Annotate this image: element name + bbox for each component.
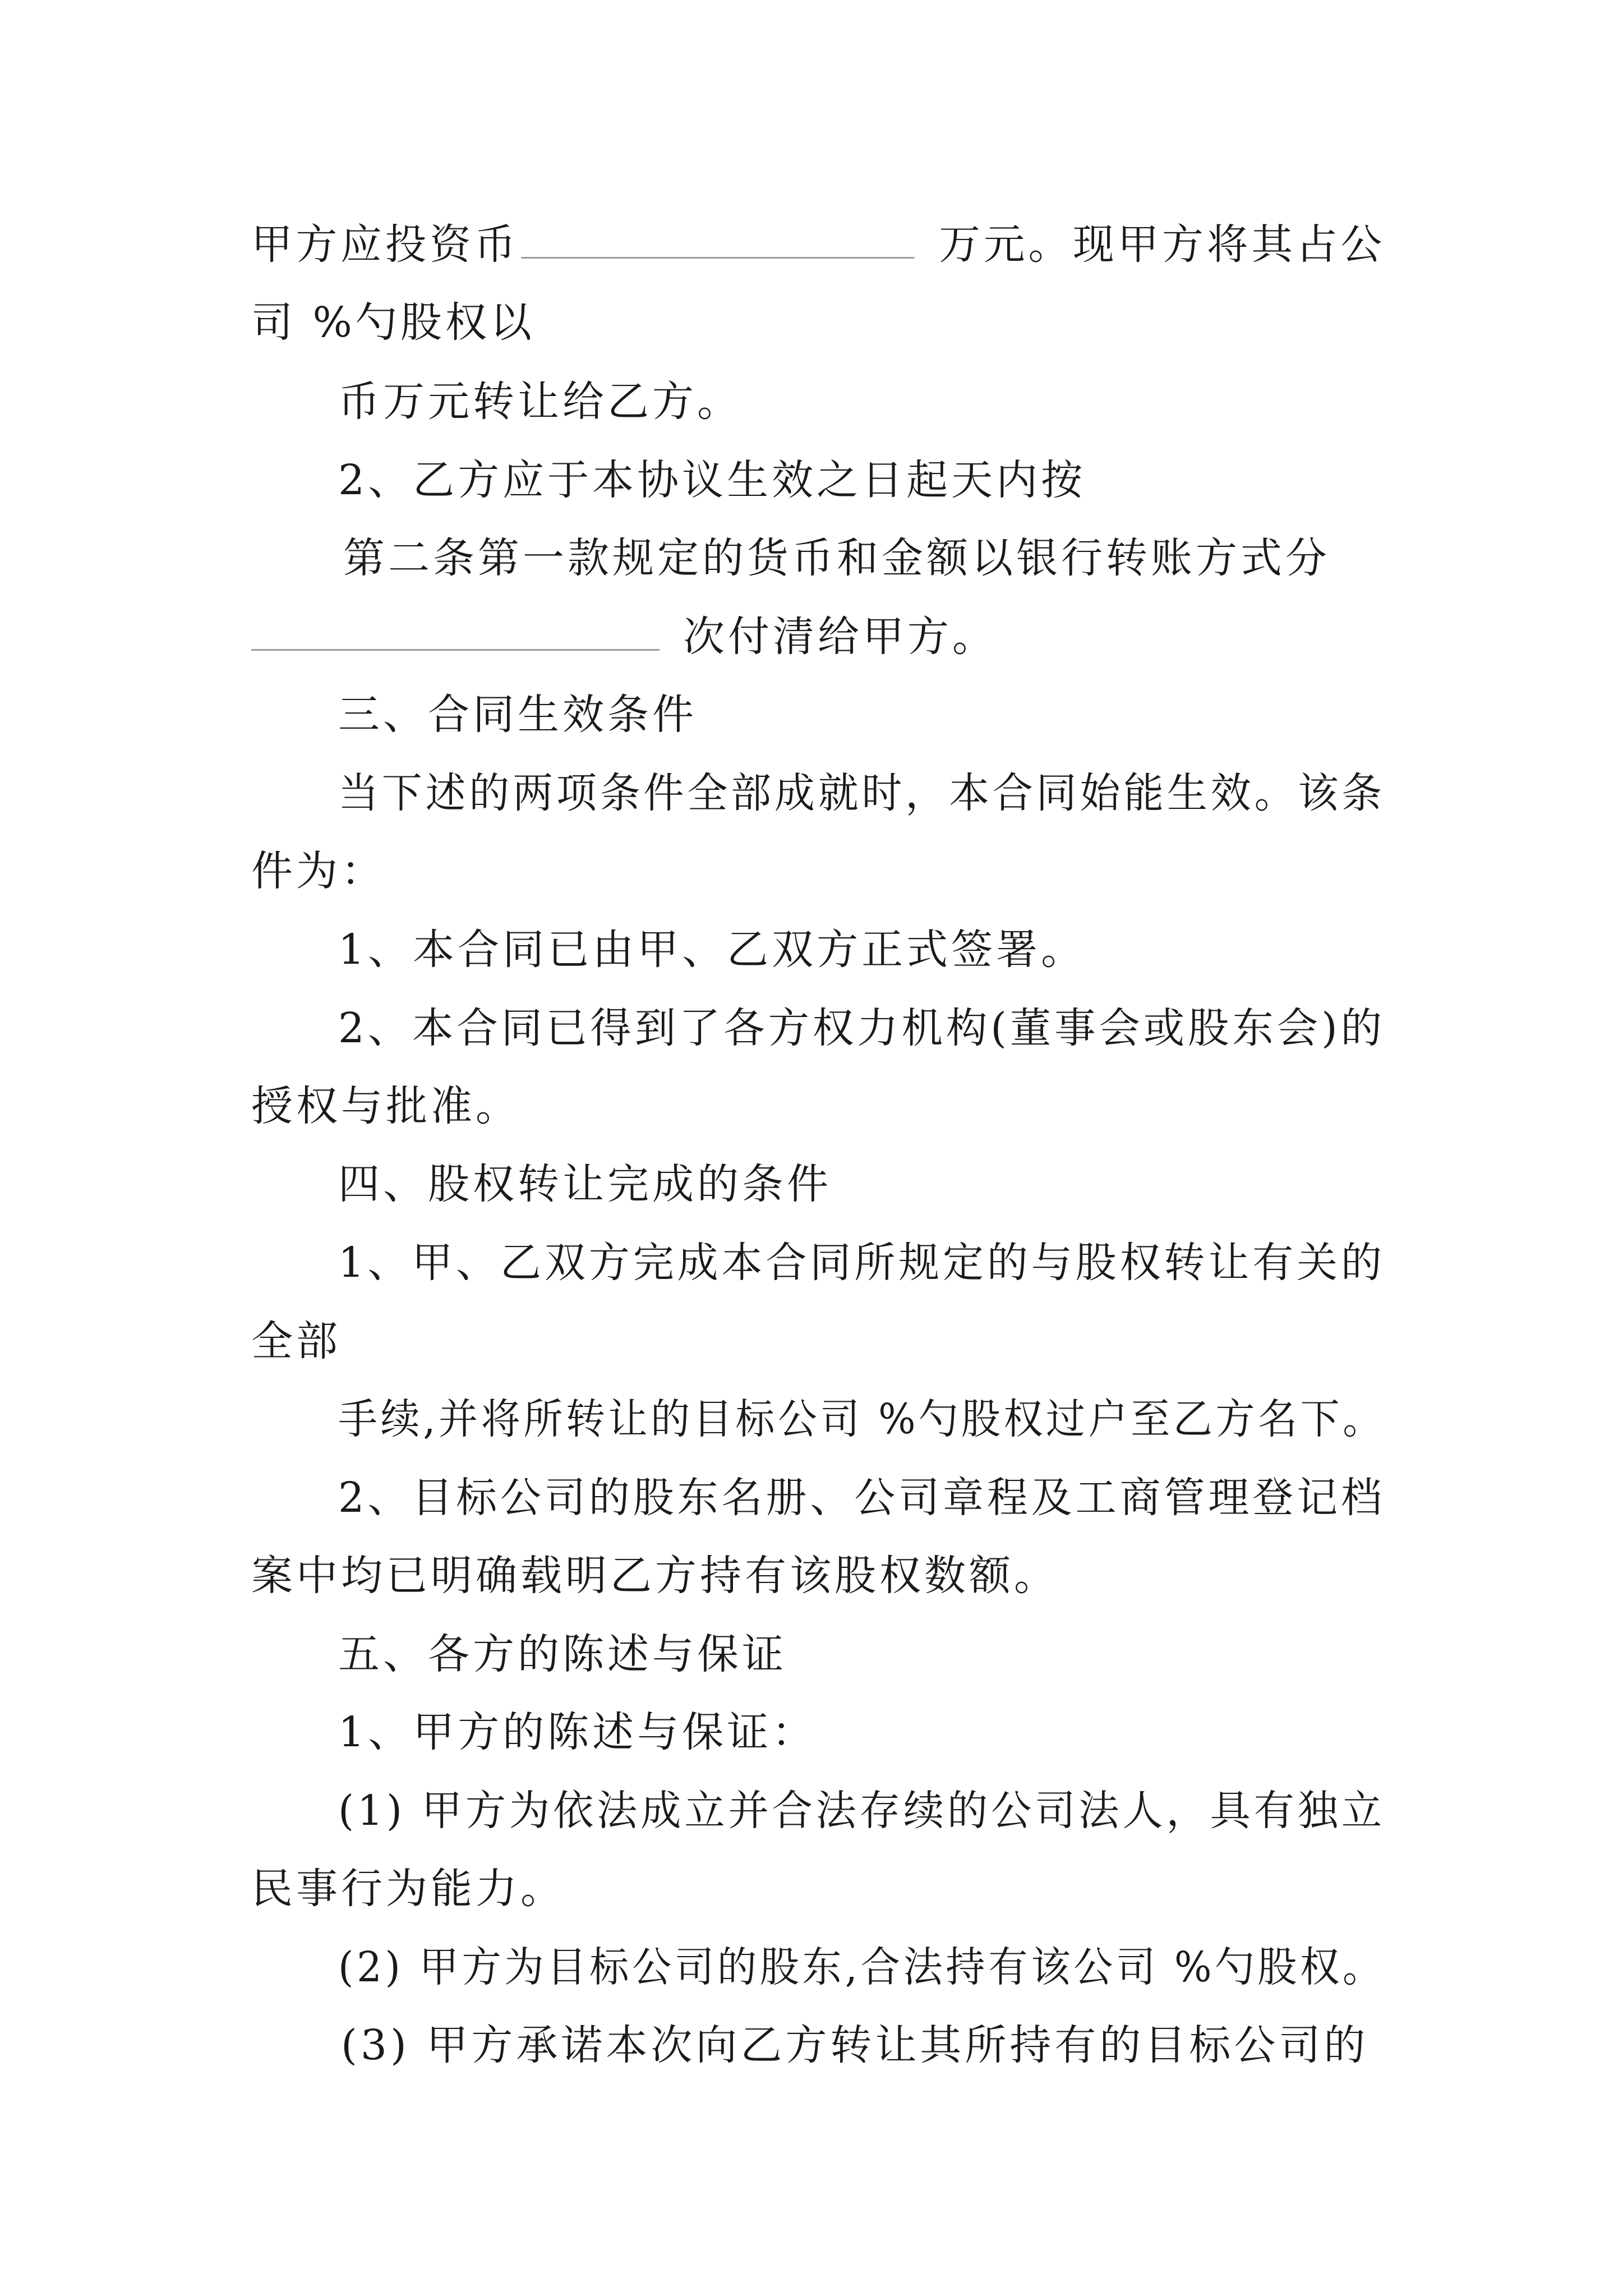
text-segment: 1、本合同已由甲、乙双方正式签署。 bbox=[338, 926, 1086, 974]
section-heading bbox=[338, 1156, 832, 1212]
text-segment: (2) 甲方为目标公司的股东,合法持有该公司 %勺股权。 bbox=[338, 1943, 1385, 1991]
paragraph-line bbox=[338, 765, 1385, 821]
fill-in-blank bbox=[521, 218, 914, 259]
paragraph-line bbox=[338, 1391, 1385, 1447]
text-segment: 次付清给甲方。 bbox=[683, 613, 997, 661]
paragraph-line bbox=[338, 1000, 1385, 1056]
paragraph-line bbox=[338, 452, 1086, 508]
paragraph-line bbox=[338, 374, 742, 430]
paragraph-line bbox=[341, 2017, 1368, 2073]
text-segment: 四、股权转让完成的条件 bbox=[338, 1160, 832, 1208]
section-heading bbox=[338, 687, 697, 743]
text-segment: 2、目标公司的股东名册、公司章程及工商管理登记档 bbox=[338, 1474, 1385, 1522]
paragraph-line bbox=[251, 843, 386, 899]
text-segment: 2、本合同已得到了各方权力机构(董事会或股东会)的 bbox=[338, 1004, 1386, 1052]
text-segment: 1、甲、乙双方完成本合同所规定的与股权转让有关的 bbox=[338, 1239, 1385, 1287]
text-segment: 件为： bbox=[251, 847, 386, 895]
paragraph-line bbox=[251, 217, 1385, 273]
text-segment: 民事行为能力。 bbox=[251, 1865, 565, 1913]
text-segment: 全部 bbox=[251, 1317, 341, 1365]
text-segment: 万元。现甲方将其占公 bbox=[939, 220, 1386, 269]
text-segment: 第二条第一款规定的货币和金额以银行转账方式分 bbox=[343, 534, 1330, 582]
text-segment: 币万元转让给乙方。 bbox=[338, 378, 742, 426]
text-segment: 手续,并将所转让的目标公司 %勺股权过户至乙方名下。 bbox=[338, 1395, 1385, 1443]
paragraph-line bbox=[338, 1470, 1385, 1526]
paragraph-line bbox=[251, 1313, 341, 1369]
paragraph-line bbox=[251, 609, 997, 665]
paragraph-line bbox=[343, 530, 1330, 586]
text-segment: 五、各方的陈述与保证 bbox=[338, 1630, 787, 1678]
paragraph-line bbox=[338, 922, 1086, 978]
paragraph-line bbox=[251, 1861, 565, 1917]
text-segment: (1) 甲方为依法成立并合法存续的公司法人，具有独立 bbox=[338, 1787, 1386, 1835]
text-segment: 1、甲方的陈述与保证： bbox=[338, 1708, 817, 1756]
text-segment: 案中均已明确载明乙方持有该股权数额。 bbox=[251, 1552, 1059, 1600]
paragraph-line bbox=[338, 1939, 1385, 1995]
paragraph-line bbox=[251, 1548, 1059, 1604]
text-segment: 授权与批准。 bbox=[251, 1082, 520, 1130]
paragraph-line bbox=[251, 1078, 520, 1134]
text-segment: 司 %勺股权以 bbox=[251, 298, 535, 347]
text-segment: 当下述的两项条件全部成就时，本合同始能生效。该条 bbox=[338, 769, 1386, 817]
paragraph-line bbox=[251, 295, 535, 351]
paragraph-line bbox=[338, 1704, 817, 1760]
section-heading bbox=[338, 1626, 787, 1682]
text-segment: 2、乙方应于本协议生效之日起天内按 bbox=[338, 456, 1086, 504]
text-segment: (3) 甲方承诺本次向乙方转让其所持有的目标公司的 bbox=[341, 2021, 1369, 2069]
text-segment: 三、合同生效条件 bbox=[338, 691, 697, 739]
paragraph-line bbox=[338, 1783, 1385, 1839]
paragraph-line bbox=[338, 1235, 1385, 1291]
text-segment: 甲方应投资币 bbox=[251, 220, 519, 269]
fill-in-blank bbox=[251, 610, 660, 651]
